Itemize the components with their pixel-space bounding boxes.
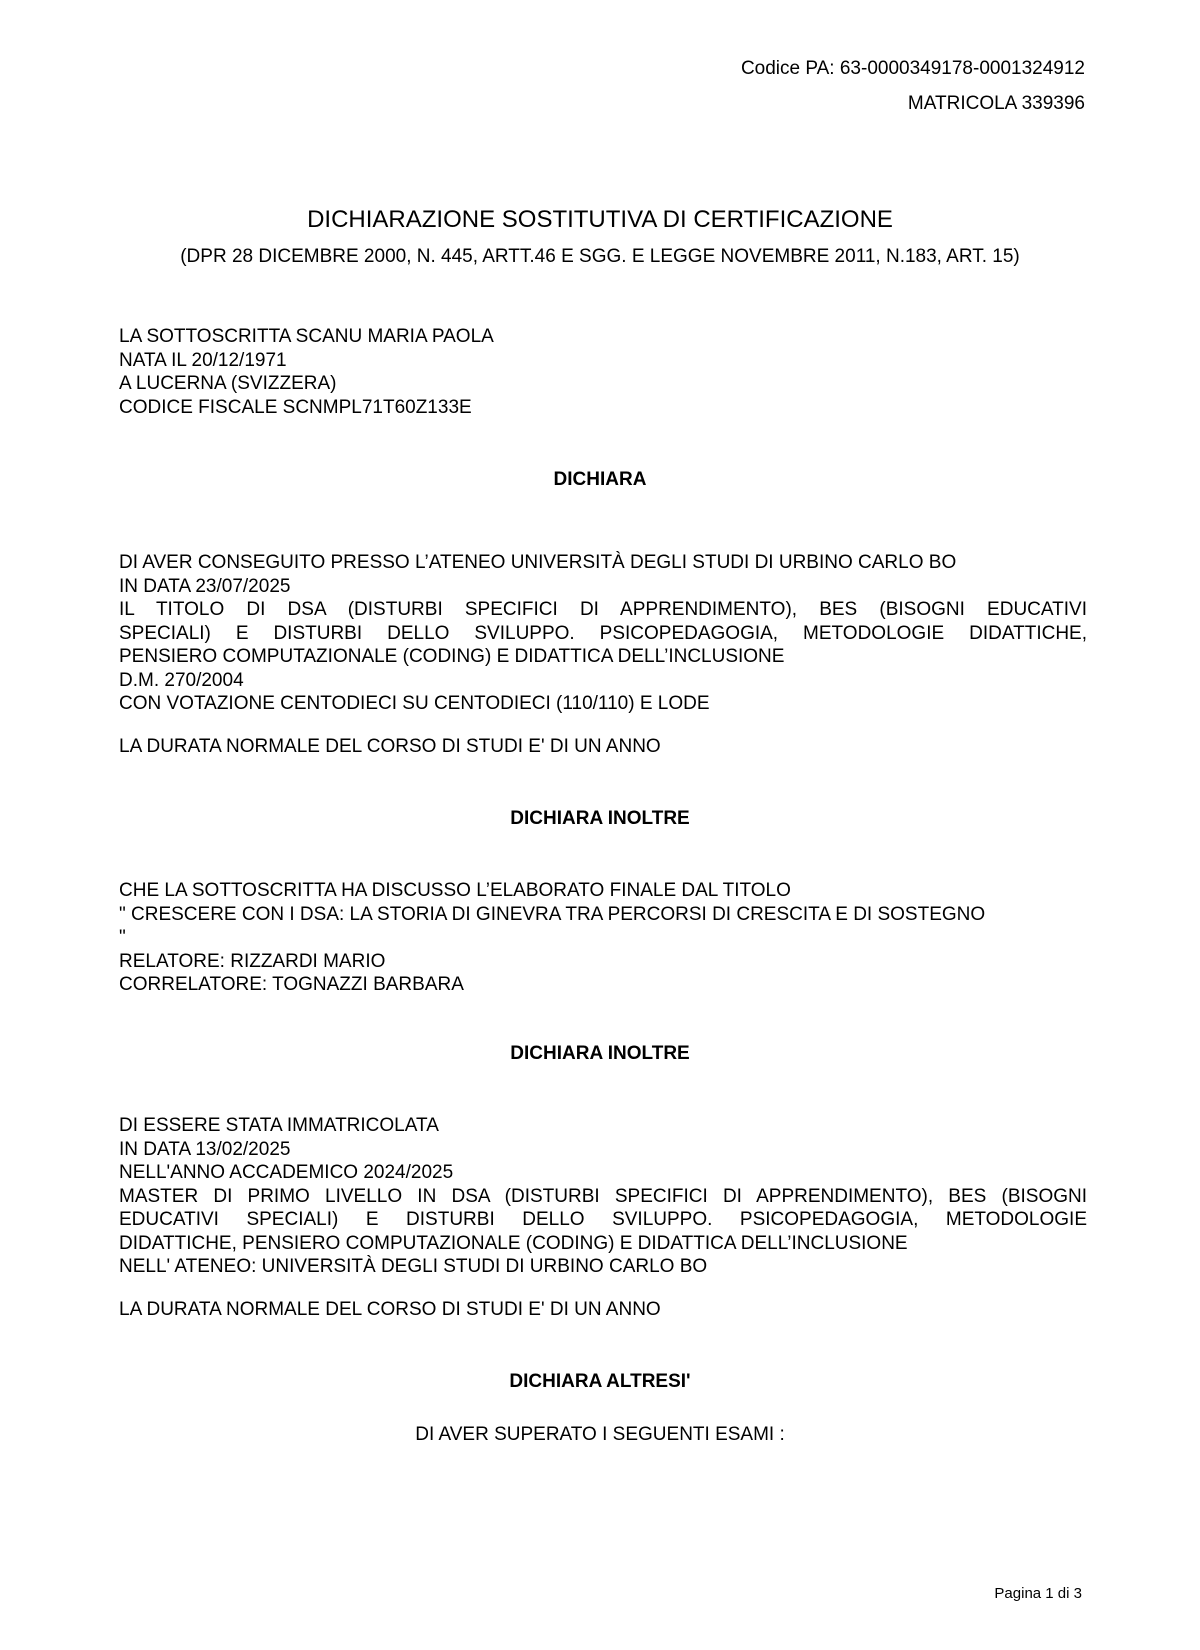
section4-text: DI AVER SUPERATO I SEGUENTI ESAMI : (415, 1424, 785, 1445)
section3-line: EDUCATIVI SPECIALI) E DISTURBI DELLO SVILUPPO. PSICOPEDAGOGIA, METODOLOGIE (119, 1209, 1087, 1230)
section3-duration (119, 1298, 1087, 1322)
section1-body (119, 551, 1087, 716)
declarant-birth-place: A LUCERNA (SVIZZERA) (119, 373, 337, 394)
section1-line: IN DATA 23/07/2025 (119, 575, 291, 597)
page-number: Pagina 1 di 3 (994, 1585, 1082, 1602)
section1-heading: DICHIARA (553, 469, 647, 490)
section3-body (119, 1114, 1087, 1279)
matricola: MATRICOLA 339396 (907, 93, 1085, 114)
section1-line: D.M. 270/2004 (119, 669, 244, 691)
section1-line: SPECIALI) E DISTURBI DELLO SVILUPPO. PSICOPEDAGOGIA, METODOLOGIE DIDATTICHE, (119, 622, 1087, 644)
codice-pa: Codice PA: 63-0000349178-0001324912 (740, 58, 1085, 79)
section3-duration-text: LA DURATA NORMALE DEL CORSO DI STUDI E' DI UN ANNO (119, 1299, 661, 1320)
section3-line: NELL' ATENEO: UNIVERSITÀ DEGLI STUDI DI URBINO CARLO BO (119, 1256, 708, 1277)
section2-line: CHE LA SOTTOSCRITTA HA DISCUSSO L’ELABORATO FINALE DAL TITOLO (119, 880, 791, 901)
section1-duration-text: LA DURATA NORMALE DEL CORSO DI STUDI E' DI UN ANNO (119, 736, 661, 757)
section1-line: IL TITOLO DI DSA (DISTURBI SPECIFICI DI APPRENDIMENTO), BES (BISOGNI EDUCATIVI (119, 599, 1087, 620)
section3-line: IN DATA 13/02/2025 (119, 1138, 291, 1160)
document-title: DICHIARAZIONE SOSTITUTIVA DI CERTIFICAZIONE (307, 206, 893, 233)
section2-line: " (119, 927, 126, 948)
section1-line: PENSIERO COMPUTAZIONALE (CODING) E DIDATTICA DELL’INCLUSIONE (119, 646, 785, 667)
document-subtitle: (DPR 28 DICEMBRE 2000, N. 445, ARTT.46 E SGG. E LEGGE NOVEMBRE 2011, N.183, ART. 15) (180, 246, 1020, 267)
declarant-tax-code: CODICE FISCALE SCNMPL71T60Z133E (119, 396, 472, 418)
section3-heading: DICHIARA INOLTRE (510, 1043, 690, 1064)
section2-body (119, 879, 1087, 997)
section2-line: CORRELATORE: TOGNAZZI BARBARA (119, 974, 464, 995)
section3-line: DIDATTICHE, PENSIERO COMPUTAZIONALE (CODING) E DIDATTICA DELL’INCLUSIONE (119, 1232, 908, 1254)
declarant-name: LA SOTTOSCRITTA SCANU MARIA PAOLA (119, 326, 494, 347)
section1-duration (119, 735, 1087, 759)
section2-heading: DICHIARA INOLTRE (510, 808, 690, 829)
section3-line: NELL'ANNO ACCADEMICO 2024/2025 (119, 1162, 454, 1183)
declarant-birth-date: NATA IL 20/12/1971 (119, 349, 287, 371)
section4-heading: DICHIARA ALTRESI' (509, 1371, 691, 1392)
section2-line: " CRESCERE CON I DSA: LA STORIA DI GINEVRA TRA PERCORSI DI CRESCITA E DI SOSTEGNO (119, 903, 986, 925)
declarant-block (119, 325, 1087, 419)
section3-line: DI ESSERE STATA IMMATRICOLATA (119, 1115, 439, 1136)
section1-line: DI AVER CONSEGUITO PRESSO L’ATENEO UNIVERSITÀ DEGLI STUDI DI URBINO CARLO BO (119, 552, 957, 573)
section2-line: RELATORE: RIZZARDI MARIO (119, 950, 386, 972)
section3-line: MASTER DI PRIMO LIVELLO IN DSA (DISTURBI SPECIFICI DI APPRENDIMENTO), BES (BISOGNI (119, 1185, 1087, 1207)
section1-line: CON VOTAZIONE CENTODIECI SU CENTODIECI (110/110) E LODE (119, 693, 710, 714)
